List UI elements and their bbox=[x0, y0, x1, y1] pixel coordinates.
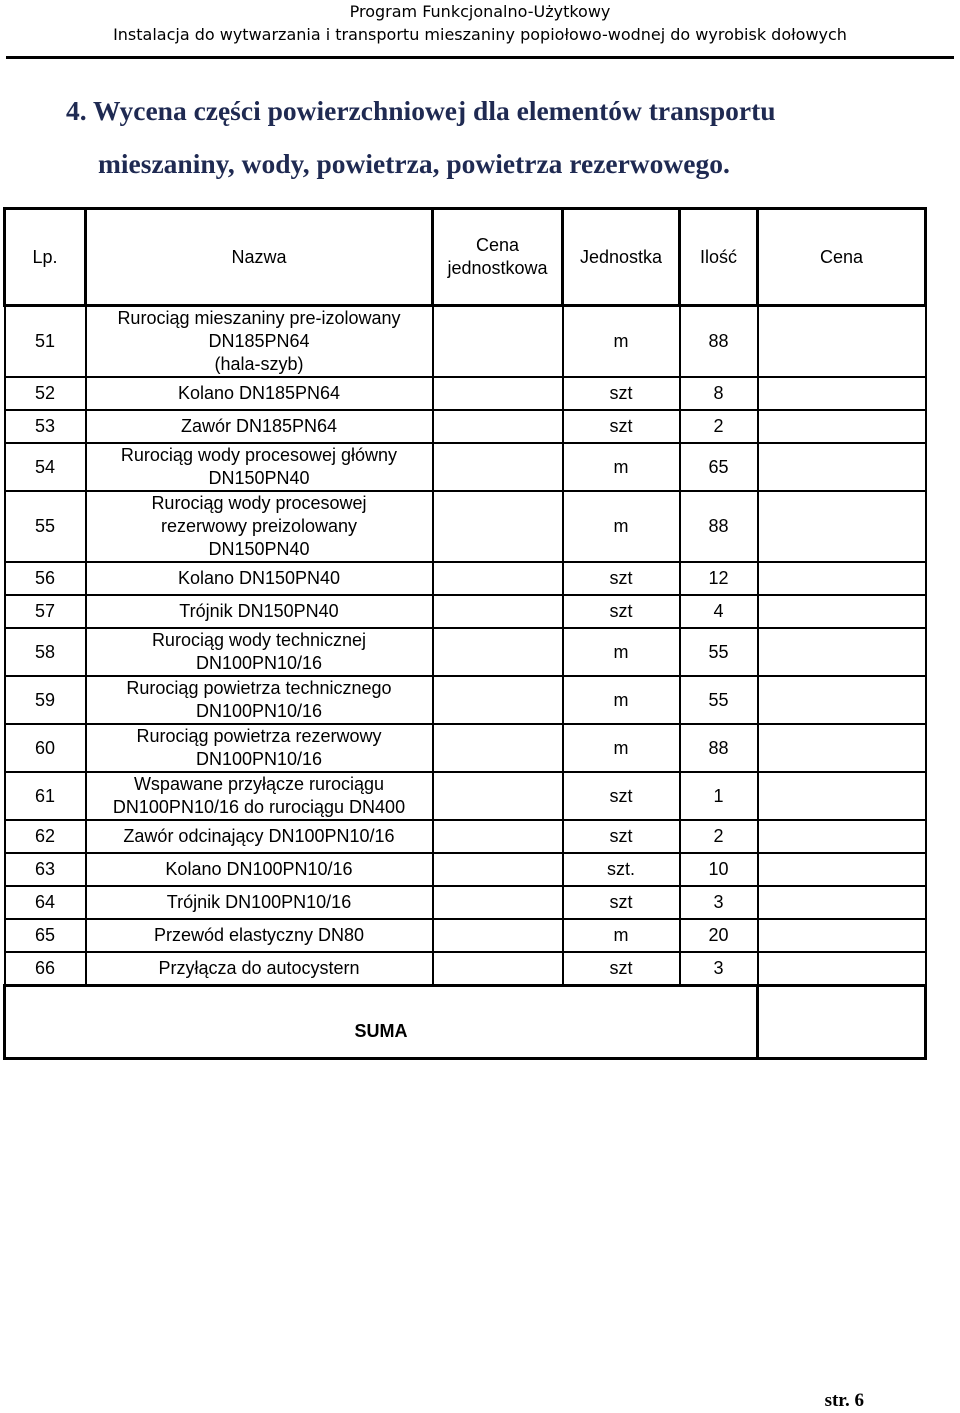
section-title-line-2: mieszaniny, wody, powietrza, powietrza rezerwowego. bbox=[98, 148, 730, 179]
cell-unit: szt bbox=[563, 595, 680, 628]
page-number: str. 6 bbox=[824, 1390, 864, 1411]
cell-name-line: Przyłącza do autocystern bbox=[158, 958, 360, 978]
cell-name-line: Trójnik DN100PN10/16 bbox=[166, 892, 352, 912]
cell-price bbox=[758, 952, 926, 986]
cell-name-line: Rurociąg powietrza rezerwowy bbox=[136, 726, 382, 746]
page-header bbox=[0, 0, 960, 46]
cell-name-line: DN100PN10/16 bbox=[195, 749, 323, 769]
cell-name bbox=[86, 676, 433, 724]
cell-qty: 55 bbox=[680, 628, 758, 676]
cell-unit-price bbox=[433, 410, 563, 443]
cell-qty: 65 bbox=[680, 443, 758, 491]
cell-price bbox=[758, 491, 926, 562]
cell-unit: m bbox=[563, 443, 680, 491]
header-qty: Ilość bbox=[680, 209, 758, 306]
cell-price bbox=[758, 410, 926, 443]
cell-lp: 52 bbox=[5, 377, 86, 410]
cell-unit: m bbox=[563, 491, 680, 562]
cell-name bbox=[86, 772, 433, 820]
cell-name-line: Rurociąg powietrza technicznego bbox=[126, 678, 392, 698]
cell-qty: 55 bbox=[680, 676, 758, 724]
table-row bbox=[5, 443, 926, 491]
cell-qty: 88 bbox=[680, 491, 758, 562]
cell-name-line: DN150PN40 bbox=[208, 539, 310, 559]
cell-price bbox=[758, 676, 926, 724]
table-row bbox=[5, 772, 926, 820]
cell-unit: szt bbox=[563, 377, 680, 410]
cell-unit-price bbox=[433, 772, 563, 820]
cell-unit-price bbox=[433, 820, 563, 853]
cell-name bbox=[86, 443, 433, 491]
cell-name bbox=[86, 886, 433, 919]
cell-lp: 58 bbox=[5, 628, 86, 676]
sum-row bbox=[5, 986, 926, 1059]
cell-unit: szt bbox=[563, 952, 680, 986]
cell-unit-price bbox=[433, 628, 563, 676]
table-row bbox=[5, 919, 926, 952]
cell-qty: 2 bbox=[680, 820, 758, 853]
cell-name-line: Kolano DN185PN64 bbox=[177, 383, 341, 403]
cell-name bbox=[86, 410, 433, 443]
cell-unit: m bbox=[563, 306, 680, 378]
cell-name bbox=[86, 377, 433, 410]
cell-lp: 55 bbox=[5, 491, 86, 562]
cell-unit: m bbox=[563, 676, 680, 724]
table-row bbox=[5, 306, 926, 378]
cell-price bbox=[758, 306, 926, 378]
cell-unit-price bbox=[433, 377, 563, 410]
cell-name-line: Rurociąg mieszaniny pre-izolowany bbox=[117, 308, 401, 328]
header-program-title: Program Funkcjonalno-Użytkowy bbox=[349, 2, 611, 21]
cell-price bbox=[758, 820, 926, 853]
cell-lp: 65 bbox=[5, 919, 86, 952]
cell-qty: 4 bbox=[680, 595, 758, 628]
cell-qty: 1 bbox=[680, 772, 758, 820]
cell-qty: 3 bbox=[680, 952, 758, 986]
cell-lp: 60 bbox=[5, 724, 86, 772]
cell-name bbox=[86, 595, 433, 628]
cell-qty: 3 bbox=[680, 886, 758, 919]
cell-lp: 59 bbox=[5, 676, 86, 724]
cell-price bbox=[758, 919, 926, 952]
cell-qty: 88 bbox=[680, 306, 758, 378]
header-price: Cena bbox=[758, 209, 926, 306]
table-row bbox=[5, 676, 926, 724]
cell-price bbox=[758, 377, 926, 410]
cell-qty: 2 bbox=[680, 410, 758, 443]
cell-name bbox=[86, 952, 433, 986]
cell-name bbox=[86, 562, 433, 595]
header-rule bbox=[6, 56, 954, 59]
cell-price bbox=[758, 772, 926, 820]
cell-name-line: Zawór odcinający DN100PN10/16 bbox=[123, 826, 395, 846]
table-row bbox=[5, 377, 926, 410]
cell-name-line: Trójnik DN150PN40 bbox=[179, 601, 339, 621]
table-row bbox=[5, 595, 926, 628]
cell-price bbox=[758, 562, 926, 595]
cell-price bbox=[758, 628, 926, 676]
cell-unit: m bbox=[563, 628, 680, 676]
cell-unit: szt bbox=[563, 772, 680, 820]
section-title bbox=[66, 84, 946, 190]
cell-lp: 63 bbox=[5, 853, 86, 886]
cell-price bbox=[758, 595, 926, 628]
sum-value-cell bbox=[758, 986, 926, 1059]
cell-qty: 10 bbox=[680, 853, 758, 886]
cell-name bbox=[86, 628, 433, 676]
cell-name-line: Zawór DN185PN64 bbox=[180, 416, 338, 436]
cell-name-line: Rurociąg wody technicznej bbox=[151, 630, 367, 650]
cell-qty: 12 bbox=[680, 562, 758, 595]
table-row bbox=[5, 820, 926, 853]
cell-name-line: DN185PN64 bbox=[208, 331, 310, 351]
cell-unit-price bbox=[433, 491, 563, 562]
cell-name-line: DN100PN10/16 bbox=[195, 701, 323, 721]
table-row bbox=[5, 410, 926, 443]
cell-name-line: Przewód elastyczny DN80 bbox=[153, 925, 365, 945]
cell-name-line: rezerwowy preizolowany bbox=[160, 516, 358, 536]
cell-name bbox=[86, 724, 433, 772]
header-project-title: Instalacja do wytwarzania i transportu mieszaniny popiołowo-wodnej do wyrobisk dołowych bbox=[113, 25, 847, 44]
table-row bbox=[5, 724, 926, 772]
cell-unit-price bbox=[433, 562, 563, 595]
table-header-row bbox=[5, 209, 926, 306]
section-title-line-1: 4. Wycena części powierzchniowej dla elementów transportu bbox=[66, 95, 776, 126]
cell-unit: m bbox=[563, 919, 680, 952]
cell-name bbox=[86, 491, 433, 562]
table-body bbox=[5, 306, 926, 986]
cell-lp: 56 bbox=[5, 562, 86, 595]
cell-qty: 88 bbox=[680, 724, 758, 772]
cell-name bbox=[86, 306, 433, 378]
cell-unit: szt. bbox=[563, 853, 680, 886]
table-row bbox=[5, 491, 926, 562]
cell-name-line: Rurociąg wody procesowej główny bbox=[120, 445, 398, 465]
cell-lp: 66 bbox=[5, 952, 86, 986]
header-lp: Lp. bbox=[5, 209, 86, 306]
cell-unit-price bbox=[433, 724, 563, 772]
price-table bbox=[3, 207, 927, 1060]
cell-lp: 61 bbox=[5, 772, 86, 820]
cell-price bbox=[758, 853, 926, 886]
cell-unit-price bbox=[433, 595, 563, 628]
header-name: Nazwa bbox=[86, 209, 433, 306]
cell-name-line: Kolano DN150PN40 bbox=[177, 568, 341, 588]
cell-lp: 51 bbox=[5, 306, 86, 378]
header-unit: Jednostka bbox=[563, 209, 680, 306]
cell-unit-price bbox=[433, 919, 563, 952]
cell-name-line: (hala-szyb) bbox=[214, 354, 304, 374]
header-unit-price-line-1: Cena bbox=[475, 235, 520, 255]
header-unit-price bbox=[433, 209, 563, 306]
cell-lp: 64 bbox=[5, 886, 86, 919]
cell-name-line: DN100PN10/16 bbox=[195, 653, 323, 673]
table-row bbox=[5, 562, 926, 595]
cell-lp: 57 bbox=[5, 595, 86, 628]
cell-name-line: DN150PN40 bbox=[208, 468, 310, 488]
cell-lp: 62 bbox=[5, 820, 86, 853]
cell-qty: 8 bbox=[680, 377, 758, 410]
cell-name-line: Wspawane przyłącze rurociągu bbox=[133, 774, 385, 794]
cell-price bbox=[758, 886, 926, 919]
table-row bbox=[5, 952, 926, 986]
cell-unit-price bbox=[433, 886, 563, 919]
cell-unit-price bbox=[433, 952, 563, 986]
table-row bbox=[5, 853, 926, 886]
table-row bbox=[5, 886, 926, 919]
cell-name-line: DN100PN10/16 do rurociągu DN400 bbox=[112, 797, 406, 817]
cell-name-line: Rurociąg wody procesowej bbox=[151, 493, 367, 513]
cell-unit-price bbox=[433, 443, 563, 491]
cell-name bbox=[86, 853, 433, 886]
cell-unit: szt bbox=[563, 886, 680, 919]
cell-price bbox=[758, 443, 926, 491]
cell-unit: szt bbox=[563, 820, 680, 853]
header-unit-price-line-2: jednostkowa bbox=[447, 258, 548, 278]
sum-label: SUMA bbox=[5, 986, 758, 1059]
cell-unit-price bbox=[433, 676, 563, 724]
cell-lp: 54 bbox=[5, 443, 86, 491]
cell-name bbox=[86, 919, 433, 952]
cell-unit: szt bbox=[563, 410, 680, 443]
cell-unit: m bbox=[563, 724, 680, 772]
cell-price bbox=[758, 724, 926, 772]
cell-unit: szt bbox=[563, 562, 680, 595]
cell-lp: 53 bbox=[5, 410, 86, 443]
cell-name-line: Kolano DN100PN10/16 bbox=[165, 859, 353, 879]
table-row bbox=[5, 628, 926, 676]
cell-unit-price bbox=[433, 306, 563, 378]
cell-qty: 20 bbox=[680, 919, 758, 952]
cell-name bbox=[86, 820, 433, 853]
cell-unit-price bbox=[433, 853, 563, 886]
